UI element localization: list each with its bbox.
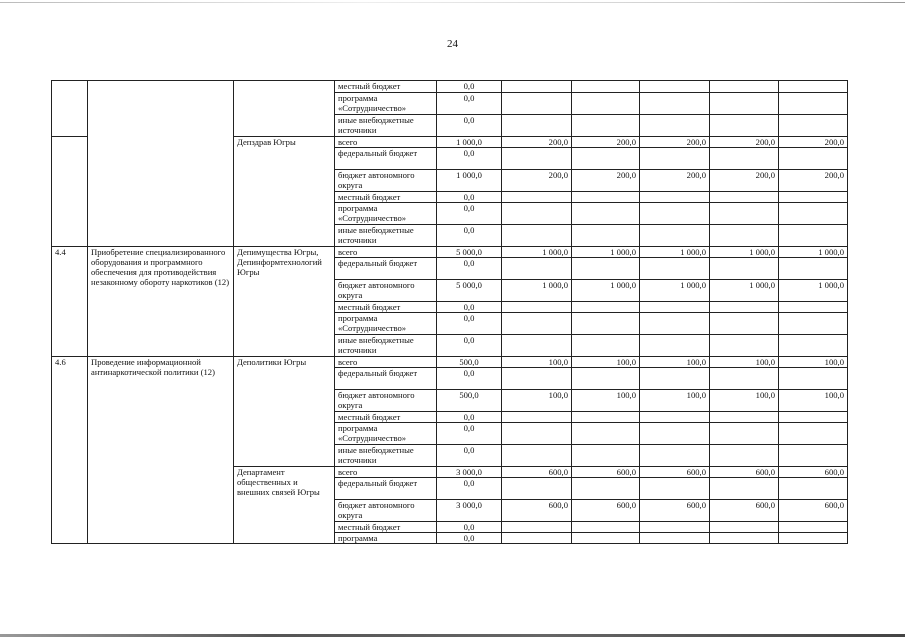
cell-year	[502, 313, 572, 335]
cell-year	[710, 445, 779, 467]
cell-total: 0,0	[437, 368, 502, 390]
cell-year	[502, 225, 572, 247]
cell-year	[572, 258, 640, 280]
cell-year	[640, 203, 710, 225]
cell-year	[502, 522, 572, 533]
cell-year: 1 000,0	[572, 247, 640, 258]
cell-year	[710, 225, 779, 247]
cell-year	[710, 412, 779, 423]
cell-year: 600,0	[572, 500, 640, 522]
cell-executor: Депздрав Югры	[234, 137, 335, 247]
cell-name: Приобретение специализированного оборудования и программного обеспечения для противодействия незаконному обороту наркотиков (12)	[88, 247, 234, 357]
cell-year: 200,0	[640, 170, 710, 192]
cell-source: местный бюджет	[335, 192, 437, 203]
cell-num	[52, 137, 88, 247]
cell-num: 4.6	[52, 357, 88, 544]
cell-year: 200,0	[572, 137, 640, 148]
cell-year: 600,0	[640, 500, 710, 522]
cell-year	[502, 412, 572, 423]
cell-year	[572, 522, 640, 533]
cell-year	[710, 203, 779, 225]
cell-year	[640, 412, 710, 423]
cell-source: иные внебюджетные источники	[335, 115, 437, 137]
cell-year: 600,0	[710, 500, 779, 522]
cell-source: всего	[335, 467, 437, 478]
cell-year: 200,0	[779, 137, 848, 148]
cell-source: местный бюджет	[335, 81, 437, 93]
cell-total: 500,0	[437, 357, 502, 368]
cell-year	[640, 93, 710, 115]
cell-total: 0,0	[437, 302, 502, 313]
cell-total: 0,0	[437, 445, 502, 467]
cell-total: 0,0	[437, 81, 502, 93]
cell-year: 200,0	[779, 170, 848, 192]
cell-year: 1 000,0	[779, 247, 848, 258]
cell-source: иные внебюджетные источники	[335, 445, 437, 467]
cell-year: 1 000,0	[779, 280, 848, 302]
cell-year	[502, 533, 572, 544]
cell-year	[640, 258, 710, 280]
cell-name	[88, 81, 234, 247]
cell-year	[710, 115, 779, 137]
cell-year: 100,0	[572, 357, 640, 368]
cell-total: 500,0	[437, 390, 502, 412]
cell-year: 100,0	[779, 390, 848, 412]
cell-source: программа «Сотрудничество»	[335, 203, 437, 225]
cell-year	[779, 115, 848, 137]
cell-year	[779, 81, 848, 93]
cell-source: местный бюджет	[335, 302, 437, 313]
cell-year	[572, 412, 640, 423]
cell-year	[710, 258, 779, 280]
cell-year	[710, 335, 779, 357]
cell-year	[640, 302, 710, 313]
cell-year	[502, 148, 572, 170]
cell-year	[779, 93, 848, 115]
cell-source: всего	[335, 247, 437, 258]
cell-year: 200,0	[640, 137, 710, 148]
cell-year	[640, 192, 710, 203]
cell-year	[640, 368, 710, 390]
cell-source: бюджет автономного округа	[335, 500, 437, 522]
cell-year	[710, 423, 779, 445]
cell-year	[572, 335, 640, 357]
cell-year: 100,0	[779, 357, 848, 368]
cell-source: программа	[335, 533, 437, 544]
cell-year: 100,0	[710, 390, 779, 412]
cell-year	[502, 423, 572, 445]
cell-source: всего	[335, 137, 437, 148]
cell-year: 600,0	[779, 467, 848, 478]
cell-year	[572, 225, 640, 247]
cell-year	[502, 302, 572, 313]
budget-table	[51, 80, 848, 544]
cell-year	[640, 445, 710, 467]
cell-source: бюджет автономного округа	[335, 390, 437, 412]
cell-year	[640, 522, 710, 533]
cell-year	[640, 115, 710, 137]
table-row	[52, 247, 848, 258]
cell-source: федеральный бюджет	[335, 258, 437, 280]
cell-year	[572, 148, 640, 170]
cell-year	[779, 335, 848, 357]
cell-total: 0,0	[437, 478, 502, 500]
scan-edge-bottom	[0, 634, 905, 637]
cell-year	[502, 445, 572, 467]
cell-total: 1 000,0	[437, 170, 502, 192]
cell-year	[710, 302, 779, 313]
cell-year	[779, 522, 848, 533]
cell-total: 0,0	[437, 412, 502, 423]
cell-year	[640, 148, 710, 170]
cell-year	[640, 533, 710, 544]
cell-year	[572, 192, 640, 203]
cell-year	[572, 368, 640, 390]
cell-total: 0,0	[437, 313, 502, 335]
cell-year: 100,0	[502, 390, 572, 412]
cell-source: иные внебюджетные источники	[335, 335, 437, 357]
cell-year	[779, 313, 848, 335]
cell-year	[710, 93, 779, 115]
cell-year: 200,0	[502, 170, 572, 192]
cell-source: иные внебюджетные источники	[335, 225, 437, 247]
cell-total: 0,0	[437, 192, 502, 203]
cell-year	[710, 522, 779, 533]
cell-year	[572, 203, 640, 225]
cell-year: 600,0	[640, 467, 710, 478]
cell-year: 600,0	[779, 500, 848, 522]
cell-year	[779, 302, 848, 313]
cell-year: 600,0	[572, 467, 640, 478]
cell-year: 1 000,0	[710, 280, 779, 302]
cell-year: 200,0	[572, 170, 640, 192]
cell-total: 5 000,0	[437, 280, 502, 302]
cell-executor	[234, 81, 335, 137]
cell-total: 3 000,0	[437, 467, 502, 478]
cell-total: 0,0	[437, 423, 502, 445]
cell-year: 600,0	[502, 467, 572, 478]
cell-year	[502, 203, 572, 225]
cell-year	[779, 148, 848, 170]
cell-source: местный бюджет	[335, 412, 437, 423]
cell-total: 0,0	[437, 258, 502, 280]
cell-year	[779, 225, 848, 247]
cell-year: 100,0	[640, 390, 710, 412]
cell-year: 1 000,0	[572, 280, 640, 302]
cell-year: 100,0	[640, 357, 710, 368]
cell-source: федеральный бюджет	[335, 148, 437, 170]
cell-year	[502, 335, 572, 357]
page-number: 24	[447, 38, 458, 50]
cell-total: 0,0	[437, 148, 502, 170]
cell-year	[779, 203, 848, 225]
cell-year	[710, 192, 779, 203]
cell-year	[710, 313, 779, 335]
cell-year: 600,0	[710, 467, 779, 478]
cell-year	[502, 478, 572, 500]
cell-year	[640, 335, 710, 357]
cell-total: 0,0	[437, 533, 502, 544]
cell-total: 0,0	[437, 522, 502, 533]
cell-source: всего	[335, 357, 437, 368]
cell-year	[640, 225, 710, 247]
cell-source: местный бюджет	[335, 522, 437, 533]
cell-year	[710, 81, 779, 93]
cell-source: программа «Сотрудничество»	[335, 313, 437, 335]
cell-year	[502, 81, 572, 93]
cell-year: 1 000,0	[640, 280, 710, 302]
cell-total: 0,0	[437, 203, 502, 225]
cell-source: федеральный бюджет	[335, 478, 437, 500]
cell-year	[572, 445, 640, 467]
cell-year	[572, 423, 640, 445]
cell-year: 200,0	[710, 137, 779, 148]
cell-num	[52, 81, 88, 137]
cell-year	[779, 533, 848, 544]
cell-year	[502, 115, 572, 137]
cell-total: 0,0	[437, 335, 502, 357]
cell-year	[779, 445, 848, 467]
cell-year	[640, 478, 710, 500]
cell-total: 3 000,0	[437, 500, 502, 522]
cell-year	[779, 478, 848, 500]
cell-source: бюджет автономного округа	[335, 280, 437, 302]
cell-year	[779, 423, 848, 445]
cell-year	[572, 93, 640, 115]
cell-year	[572, 313, 640, 335]
cell-year	[779, 412, 848, 423]
cell-year	[640, 313, 710, 335]
table-row	[52, 81, 848, 93]
cell-total: 0,0	[437, 93, 502, 115]
cell-total: 0,0	[437, 115, 502, 137]
cell-year	[640, 423, 710, 445]
cell-year: 200,0	[710, 170, 779, 192]
scan-edge-top	[0, 2, 905, 3]
cell-executor: Депимущества Югры, Депинформтехнологий Югры	[234, 247, 335, 357]
cell-year	[710, 478, 779, 500]
cell-source: федеральный бюджет	[335, 368, 437, 390]
cell-year	[710, 368, 779, 390]
cell-year	[502, 368, 572, 390]
cell-year	[572, 478, 640, 500]
cell-source: программа «Сотрудничество»	[335, 93, 437, 115]
cell-year	[779, 368, 848, 390]
cell-year: 1 000,0	[502, 247, 572, 258]
cell-total: 1 000,0	[437, 137, 502, 148]
cell-year: 1 000,0	[502, 280, 572, 302]
cell-year	[572, 302, 640, 313]
cell-year	[710, 533, 779, 544]
cell-year	[640, 81, 710, 93]
cell-name: Проведение информационной антинаркотической политики (12)	[88, 357, 234, 544]
cell-year	[572, 115, 640, 137]
cell-year: 600,0	[502, 500, 572, 522]
cell-year	[572, 81, 640, 93]
cell-year	[710, 148, 779, 170]
cell-total: 5 000,0	[437, 247, 502, 258]
cell-year: 1 000,0	[640, 247, 710, 258]
cell-year: 100,0	[502, 357, 572, 368]
cell-year	[779, 192, 848, 203]
cell-year	[779, 258, 848, 280]
cell-year	[502, 258, 572, 280]
table-row	[52, 357, 848, 368]
cell-source: программа «Сотрудничество»	[335, 423, 437, 445]
cell-year	[502, 93, 572, 115]
cell-executor: Деполитики Югры	[234, 357, 335, 467]
cell-year: 100,0	[710, 357, 779, 368]
cell-executor: Департамент общественных и внешних связей Югры	[234, 467, 335, 544]
cell-total: 0,0	[437, 225, 502, 247]
cell-year	[572, 533, 640, 544]
cell-source: бюджет автономного округа	[335, 170, 437, 192]
cell-year: 200,0	[502, 137, 572, 148]
cell-year: 100,0	[572, 390, 640, 412]
cell-num: 4.4	[52, 247, 88, 357]
cell-year	[502, 192, 572, 203]
cell-year: 1 000,0	[710, 247, 779, 258]
